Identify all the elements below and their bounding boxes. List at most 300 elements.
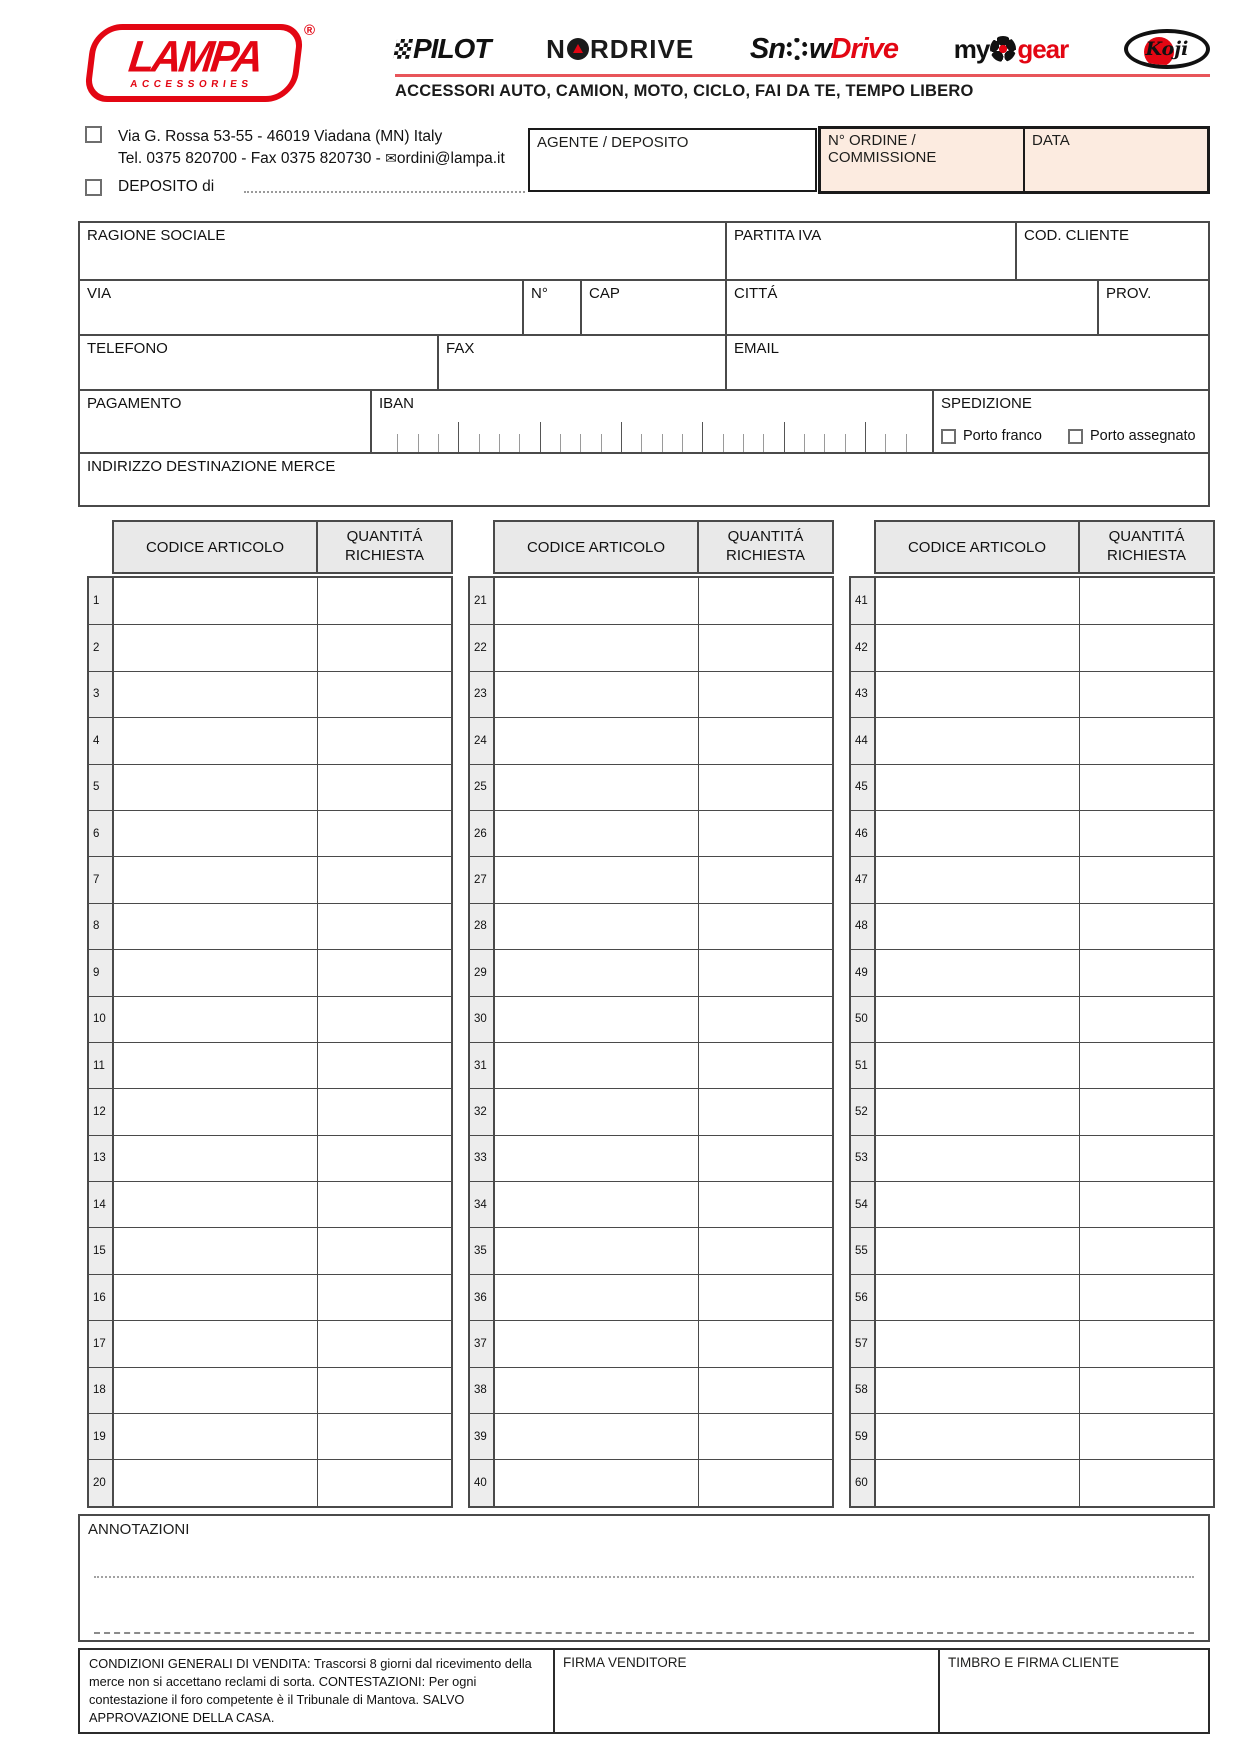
address-line1: Via G. Rossa 53-55 - 46019 Viadana (MN) Italy xyxy=(118,128,443,145)
order-row xyxy=(89,949,451,995)
annotazioni-line-2 xyxy=(94,1632,1194,1634)
order-row xyxy=(851,578,1213,624)
codice-articolo-cell[interactable] xyxy=(876,904,1080,949)
codice-articolo-cell[interactable] xyxy=(495,997,699,1042)
via-field[interactable] xyxy=(80,281,522,334)
fax-label: FAX xyxy=(446,340,475,357)
order-row xyxy=(470,1459,832,1505)
codice-articolo-cell[interactable] xyxy=(876,950,1080,995)
quantita-cell[interactable] xyxy=(699,811,832,856)
row-number: 13 xyxy=(89,1136,114,1181)
quantita-cell[interactable] xyxy=(699,1275,832,1320)
quantita-cell[interactable] xyxy=(1080,1043,1213,1088)
codice-articolo-cell[interactable] xyxy=(114,857,318,902)
iban-character-cell[interactable] xyxy=(702,422,722,452)
quantita-cell[interactable] xyxy=(699,1043,832,1088)
row-number: 43 xyxy=(851,672,876,717)
codice-articolo-cell[interactable] xyxy=(114,811,318,856)
codice-articolo-cell[interactable] xyxy=(114,950,318,995)
codice-articolo-cell[interactable] xyxy=(495,1275,699,1320)
quantita-cell[interactable] xyxy=(1080,904,1213,949)
quantita-cell[interactable] xyxy=(699,1182,832,1227)
annotazioni-label: ANNOTAZIONI xyxy=(88,1521,190,1538)
iban-character-cell[interactable] xyxy=(865,422,885,452)
codice-articolo-cell[interactable] xyxy=(876,1414,1080,1459)
codice-articolo-cell[interactable] xyxy=(876,1275,1080,1320)
quantita-cell[interactable] xyxy=(318,1182,451,1227)
codice-articolo-cell[interactable] xyxy=(114,625,318,670)
order-row xyxy=(470,1042,832,1088)
order-row xyxy=(89,624,451,670)
codice-articolo-cell[interactable] xyxy=(876,1182,1080,1227)
iban-character-cell[interactable] xyxy=(621,422,641,452)
prov-field[interactable] xyxy=(1097,281,1208,334)
iban-field[interactable] xyxy=(370,391,932,452)
agente-deposito-label: AGENTE / DEPOSITO xyxy=(537,134,689,151)
row-number: 24 xyxy=(470,718,495,763)
codice-articolo-cell[interactable] xyxy=(876,1460,1080,1505)
codice-articolo-cell[interactable] xyxy=(114,1368,318,1413)
codice-articolo-cell[interactable] xyxy=(495,950,699,995)
telefono-label: TELEFONO xyxy=(87,340,168,357)
order-row xyxy=(89,856,451,902)
indirizzo-merce-field[interactable] xyxy=(80,454,1208,505)
data-label: DATA xyxy=(1032,132,1070,149)
quantita-richiesta-header: QUANTITÁ RICHIESTA xyxy=(726,528,805,564)
quantita-cell[interactable] xyxy=(699,1089,832,1134)
mygear-logo xyxy=(954,34,1069,65)
iban-label: IBAN xyxy=(379,395,415,412)
quantita-cell[interactable] xyxy=(318,625,451,670)
quantita-cell[interactable] xyxy=(699,950,832,995)
row-number: 12 xyxy=(89,1089,114,1134)
iban-character-cell[interactable] xyxy=(824,434,844,452)
partita-iva-field[interactable] xyxy=(725,223,1015,279)
snow-text-post: w xyxy=(808,32,831,65)
citta-label: CITTÁ xyxy=(734,285,778,302)
iban-character-cell[interactable] xyxy=(560,434,580,452)
row-number: 26 xyxy=(470,811,495,856)
quantita-cell[interactable] xyxy=(699,672,832,717)
codice-articolo-cell[interactable] xyxy=(114,1460,318,1505)
iban-character-cell[interactable] xyxy=(580,434,600,452)
iban-character-cell[interactable] xyxy=(458,422,478,452)
iban-character-cell[interactable] xyxy=(519,434,539,452)
codice-articolo-cell[interactable] xyxy=(495,765,699,810)
row-number: 36 xyxy=(470,1275,495,1320)
nordrive-text-post: RDRIVE xyxy=(589,33,695,64)
address-checkbox[interactable] xyxy=(85,126,102,143)
iban-character-cell[interactable] xyxy=(885,434,905,452)
iban-character-cell[interactable] xyxy=(479,434,499,452)
codice-articolo-header: CODICE ARTICOLO xyxy=(114,522,318,572)
quantita-cell[interactable] xyxy=(699,765,832,810)
firma-venditore-field[interactable] xyxy=(555,1650,940,1732)
data-field[interactable] xyxy=(1025,129,1207,191)
row-number: 38 xyxy=(470,1368,495,1413)
codice-articolo-cell[interactable] xyxy=(495,811,699,856)
order-row xyxy=(470,1320,832,1366)
codice-articolo-cell[interactable] xyxy=(495,857,699,902)
codice-articolo-cell[interactable] xyxy=(114,765,318,810)
partita-iva-label: PARTITA IVA xyxy=(734,227,822,244)
quantita-cell[interactable] xyxy=(699,1368,832,1413)
row-number: 3 xyxy=(89,672,114,717)
quantita-cell[interactable] xyxy=(1080,1460,1213,1505)
koji-logo xyxy=(1124,29,1210,69)
codice-articolo-cell[interactable] xyxy=(495,625,699,670)
codice-articolo-cell[interactable] xyxy=(114,1089,318,1134)
codice-articolo-cell[interactable] xyxy=(495,1460,699,1505)
quantita-cell[interactable] xyxy=(318,1228,451,1273)
order-row xyxy=(89,996,451,1042)
quantita-cell[interactable] xyxy=(1080,1182,1213,1227)
codice-articolo-cell[interactable] xyxy=(495,1089,699,1134)
fax-field[interactable] xyxy=(437,336,725,389)
row-number: 39 xyxy=(470,1414,495,1459)
quantita-cell[interactable] xyxy=(318,1321,451,1366)
order-row xyxy=(470,1227,832,1273)
checkered-flag-icon xyxy=(393,39,413,59)
codice-articolo-cell[interactable] xyxy=(876,578,1080,624)
brand-logos-row xyxy=(395,28,1210,70)
codice-articolo-cell[interactable] xyxy=(876,997,1080,1042)
quantita-cell[interactable] xyxy=(1080,1089,1213,1134)
codice-articolo-cell[interactable] xyxy=(114,997,318,1042)
quantita-cell[interactable] xyxy=(1080,1228,1213,1273)
email-label: EMAIL xyxy=(734,340,780,357)
codice-articolo-cell[interactable] xyxy=(876,1368,1080,1413)
row-number: 6 xyxy=(89,811,114,856)
numero-civico-field[interactable] xyxy=(522,281,580,334)
porto-assegnato-option[interactable] xyxy=(1068,428,1196,444)
order-row xyxy=(851,1088,1213,1134)
quantita-cell[interactable] xyxy=(1080,672,1213,717)
codice-articolo-cell[interactable] xyxy=(114,672,318,717)
iban-character-cell[interactable] xyxy=(723,434,743,452)
row-number: 32 xyxy=(470,1089,495,1134)
row-number: 29 xyxy=(470,950,495,995)
citta-field[interactable] xyxy=(725,281,1097,334)
row-number: 37 xyxy=(470,1321,495,1366)
client-info-grid xyxy=(78,221,1210,507)
quantita-cell[interactable] xyxy=(318,1460,451,1505)
iban-character-cell[interactable] xyxy=(763,434,783,452)
quantita-cell[interactable] xyxy=(318,1414,451,1459)
order-meta-group xyxy=(818,126,1210,194)
order-row xyxy=(470,1413,832,1459)
deposito-fill-line[interactable] xyxy=(244,181,525,193)
quantita-cell[interactable] xyxy=(699,1460,832,1505)
row-number: 57 xyxy=(851,1321,876,1366)
order-table-header xyxy=(493,520,834,574)
order-row xyxy=(89,1274,451,1320)
iban-character-cell[interactable] xyxy=(641,434,661,452)
agente-deposito-field[interactable] xyxy=(528,128,817,192)
codice-articolo-cell[interactable] xyxy=(495,1043,699,1088)
codice-articolo-cell[interactable] xyxy=(495,718,699,763)
codice-articolo-cell[interactable] xyxy=(876,1089,1080,1134)
quantita-cell[interactable] xyxy=(318,578,451,624)
codice-articolo-cell[interactable] xyxy=(114,1136,318,1181)
quantita-cell[interactable] xyxy=(699,1228,832,1273)
iban-character-cell[interactable] xyxy=(784,422,804,452)
order-row xyxy=(89,1181,451,1227)
codice-articolo-cell[interactable] xyxy=(114,1228,318,1273)
codice-articolo-cell[interactable] xyxy=(495,1321,699,1366)
row-number: 30 xyxy=(470,997,495,1042)
order-row xyxy=(89,810,451,856)
quantita-cell[interactable] xyxy=(1080,997,1213,1042)
gear-text: gear xyxy=(1017,33,1069,64)
gear-flower-icon xyxy=(990,36,1016,62)
order-row xyxy=(851,1320,1213,1366)
order-row xyxy=(89,1088,451,1134)
iban-character-cells[interactable] xyxy=(378,422,926,452)
row-number: 19 xyxy=(89,1414,114,1459)
row-number: 35 xyxy=(470,1228,495,1273)
order-row xyxy=(89,1413,451,1459)
codice-articolo-header: CODICE ARTICOLO xyxy=(495,522,699,572)
order-row xyxy=(851,1274,1213,1320)
row-number: 52 xyxy=(851,1089,876,1134)
codice-articolo-cell[interactable] xyxy=(876,718,1080,763)
quantita-cell[interactable] xyxy=(318,1043,451,1088)
codice-articolo-cell[interactable] xyxy=(114,1275,318,1320)
annotazioni-line-1 xyxy=(94,1576,1194,1578)
codice-articolo-cell[interactable] xyxy=(876,857,1080,902)
quantita-cell[interactable] xyxy=(318,672,451,717)
order-rows xyxy=(87,576,453,1508)
header-red-rule xyxy=(395,74,1210,77)
iban-character-cell[interactable] xyxy=(397,434,417,452)
quantita-cell[interactable] xyxy=(699,997,832,1042)
via-label: VIA xyxy=(87,285,112,302)
snow-text-pre: Sn xyxy=(749,32,785,65)
row-number: 9 xyxy=(89,950,114,995)
codice-articolo-cell[interactable] xyxy=(114,1414,318,1459)
firma-venditore-label: FIRMA VENDITORE xyxy=(563,1655,687,1670)
quantita-cell[interactable] xyxy=(699,1136,832,1181)
iban-character-cell[interactable] xyxy=(499,434,519,452)
pagamento-field[interactable] xyxy=(80,391,370,452)
porto-franco-checkbox[interactable] xyxy=(941,429,956,444)
quantita-cell[interactable] xyxy=(1080,811,1213,856)
iban-character-cell[interactable] xyxy=(743,434,763,452)
timbro-firma-cliente-field[interactable] xyxy=(940,1650,1208,1732)
order-row xyxy=(470,810,832,856)
row-number: 50 xyxy=(851,997,876,1042)
iban-character-cell[interactable] xyxy=(378,434,397,452)
order-row xyxy=(470,949,832,995)
codice-articolo-cell[interactable] xyxy=(495,1228,699,1273)
codice-articolo-cell[interactable] xyxy=(495,904,699,949)
spedizione-label: SPEDIZIONE xyxy=(941,395,1032,412)
row-number: 59 xyxy=(851,1414,876,1459)
order-row xyxy=(851,949,1213,995)
cap-label: CAP xyxy=(589,285,620,302)
order-row xyxy=(470,1181,832,1227)
quantita-cell[interactable] xyxy=(318,997,451,1042)
quantita-cell[interactable] xyxy=(1080,1321,1213,1366)
row-number: 27 xyxy=(470,857,495,902)
codice-articolo-cell[interactable] xyxy=(114,904,318,949)
row-number: 47 xyxy=(851,857,876,902)
compass-icon xyxy=(567,38,589,60)
quantita-cell[interactable] xyxy=(318,1089,451,1134)
ragione-sociale-field[interactable] xyxy=(80,223,725,279)
order-table-group-1 xyxy=(87,520,453,1508)
lampa-logo-word: LAMPA xyxy=(126,31,264,82)
row-number: 60 xyxy=(851,1460,876,1505)
iban-character-cell[interactable] xyxy=(804,434,824,452)
quantita-cell[interactable] xyxy=(318,904,451,949)
porto-assegnato-checkbox[interactable] xyxy=(1068,429,1083,444)
numero-civico-label: N° xyxy=(531,285,548,302)
iban-character-cell[interactable] xyxy=(540,422,560,452)
codice-articolo-cell[interactable] xyxy=(495,578,699,624)
order-row xyxy=(89,671,451,717)
row-number: 20 xyxy=(89,1460,114,1505)
quantita-cell[interactable] xyxy=(318,811,451,856)
order-row xyxy=(89,1367,451,1413)
quantita-cell[interactable] xyxy=(1080,718,1213,763)
quantita-cell[interactable] xyxy=(699,857,832,902)
quantita-cell[interactable] xyxy=(318,765,451,810)
iban-character-cell[interactable] xyxy=(601,434,621,452)
order-row xyxy=(470,1135,832,1181)
quantita-cell[interactable] xyxy=(1080,578,1213,624)
iban-character-cell[interactable] xyxy=(438,434,458,452)
codice-articolo-cell[interactable] xyxy=(495,672,699,717)
quantita-cell[interactable] xyxy=(1080,857,1213,902)
codice-articolo-cell[interactable] xyxy=(495,1136,699,1181)
annotazioni-box[interactable] xyxy=(78,1514,1210,1642)
row-number: 2 xyxy=(89,625,114,670)
codice-articolo-cell[interactable] xyxy=(114,578,318,624)
order-row xyxy=(89,717,451,763)
row-number: 21 xyxy=(470,578,495,624)
company-address-lines xyxy=(118,126,505,170)
email-field[interactable] xyxy=(725,336,1208,389)
order-row xyxy=(89,764,451,810)
order-row xyxy=(470,671,832,717)
spedizione-field xyxy=(932,391,1208,452)
quantita-cell[interactable] xyxy=(318,1136,451,1181)
row-number: 14 xyxy=(89,1182,114,1227)
codice-articolo-cell[interactable] xyxy=(876,1043,1080,1088)
quantita-cell[interactable] xyxy=(699,904,832,949)
codice-articolo-cell[interactable] xyxy=(876,1136,1080,1181)
iban-character-cell[interactable] xyxy=(418,434,438,452)
quantita-cell[interactable] xyxy=(699,718,832,763)
order-table-group-2 xyxy=(468,520,834,1508)
quantita-cell[interactable] xyxy=(1080,1368,1213,1413)
quantita-richiesta-header: QUANTITÁ RICHIESTA xyxy=(345,528,424,564)
order-row xyxy=(89,1135,451,1181)
quantita-cell[interactable] xyxy=(699,578,832,624)
row-number: 23 xyxy=(470,672,495,717)
cap-field[interactable] xyxy=(580,281,725,334)
quantita-cell[interactable] xyxy=(318,1275,451,1320)
porto-franco-option[interactable] xyxy=(941,428,1042,444)
order-row xyxy=(851,671,1213,717)
quantita-cell[interactable] xyxy=(1080,1414,1213,1459)
codice-articolo-cell[interactable] xyxy=(114,1182,318,1227)
quantita-cell[interactable] xyxy=(1080,1275,1213,1320)
iban-character-cell[interactable] xyxy=(845,434,865,452)
quantita-cell[interactable] xyxy=(318,857,451,902)
codice-articolo-cell[interactable] xyxy=(876,811,1080,856)
quantita-cell[interactable] xyxy=(318,1368,451,1413)
quantita-cell[interactable] xyxy=(699,1321,832,1366)
cod-cliente-label: COD. CLIENTE xyxy=(1024,227,1130,244)
codice-articolo-cell[interactable] xyxy=(876,1321,1080,1366)
quantita-cell[interactable] xyxy=(1080,625,1213,670)
deposito-checkbox[interactable] xyxy=(85,179,102,196)
order-row xyxy=(851,1227,1213,1273)
codice-articolo-cell[interactable] xyxy=(876,672,1080,717)
codice-articolo-cell[interactable] xyxy=(876,1228,1080,1273)
company-address-block xyxy=(85,126,515,170)
iban-character-cell[interactable] xyxy=(682,434,702,452)
row-number: 15 xyxy=(89,1228,114,1273)
order-row xyxy=(851,996,1213,1042)
order-row xyxy=(89,1042,451,1088)
row-number: 56 xyxy=(851,1275,876,1320)
cod-cliente-field[interactable] xyxy=(1015,223,1208,279)
iban-character-cell[interactable] xyxy=(662,434,682,452)
drive-text: Drive xyxy=(830,32,899,65)
pilot-logo-text: PILOT xyxy=(413,33,491,64)
row-number: 54 xyxy=(851,1182,876,1227)
codice-articolo-cell[interactable] xyxy=(876,625,1080,670)
quantita-cell[interactable] xyxy=(318,718,451,763)
codice-articolo-cell[interactable] xyxy=(495,1368,699,1413)
order-row xyxy=(89,1227,451,1273)
deposito-label: DEPOSITO di xyxy=(118,178,215,195)
quantita-cell[interactable] xyxy=(1080,950,1213,995)
lampa-logo-shape xyxy=(83,24,305,102)
row-number: 18 xyxy=(89,1368,114,1413)
codice-articolo-cell[interactable] xyxy=(114,1043,318,1088)
order-row xyxy=(851,624,1213,670)
order-row xyxy=(851,764,1213,810)
order-row xyxy=(470,1088,832,1134)
quantita-cell[interactable] xyxy=(318,950,451,995)
numero-ordine-field[interactable] xyxy=(821,129,1025,191)
quantita-cell[interactable] xyxy=(699,1414,832,1459)
row-number: 40 xyxy=(470,1460,495,1505)
order-row xyxy=(851,1413,1213,1459)
codice-articolo-cell[interactable] xyxy=(114,718,318,763)
order-row xyxy=(851,903,1213,949)
order-row xyxy=(851,1459,1213,1505)
quantita-cell[interactable] xyxy=(699,625,832,670)
quantita-cell[interactable] xyxy=(1080,1136,1213,1181)
row-number: 17 xyxy=(89,1321,114,1366)
codice-articolo-cell[interactable] xyxy=(495,1414,699,1459)
codice-articolo-cell[interactable] xyxy=(876,765,1080,810)
quantita-cell[interactable] xyxy=(1080,765,1213,810)
codice-articolo-cell[interactable] xyxy=(495,1182,699,1227)
snowdrive-logo xyxy=(750,33,898,66)
row-number: 4 xyxy=(89,718,114,763)
telefono-field[interactable] xyxy=(80,336,437,389)
footer-box xyxy=(78,1648,1210,1734)
codice-articolo-cell[interactable] xyxy=(114,1321,318,1366)
iban-character-cell[interactable] xyxy=(906,434,926,452)
